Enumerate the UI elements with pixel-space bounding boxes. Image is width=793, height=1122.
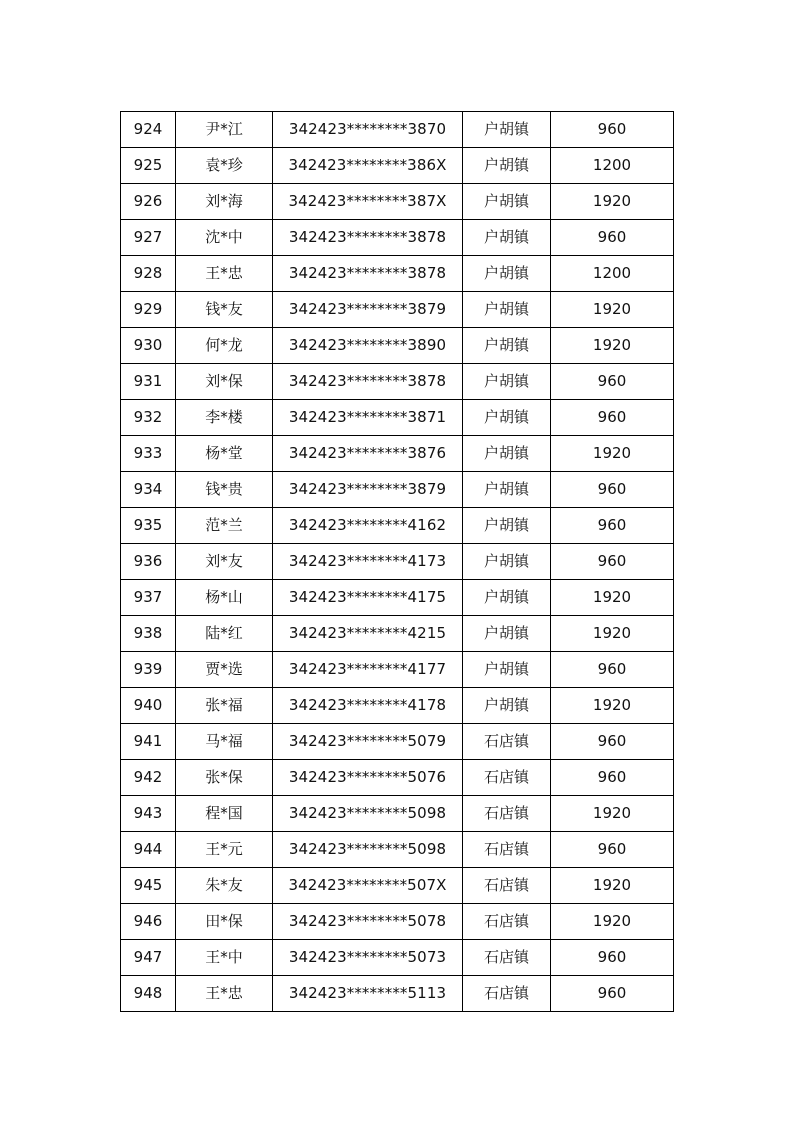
cell-serial-number: 926 xyxy=(121,184,176,220)
cell-town: 石店镇 xyxy=(463,904,551,940)
cell-serial-number: 941 xyxy=(121,724,176,760)
cell-person-name: 田*保 xyxy=(176,904,273,940)
cell-person-name: 钱*贵 xyxy=(176,472,273,508)
table-row xyxy=(121,220,674,256)
cell-id-number: 342423********3879 xyxy=(273,472,463,508)
table-row xyxy=(121,364,674,400)
cell-amount: 960 xyxy=(551,400,674,436)
cell-amount: 960 xyxy=(551,652,674,688)
table-row xyxy=(121,292,674,328)
cell-town: 户胡镇 xyxy=(463,508,551,544)
cell-id-number: 342423********3878 xyxy=(273,256,463,292)
cell-amount: 1920 xyxy=(551,688,674,724)
cell-person-name: 钱*友 xyxy=(176,292,273,328)
cell-town: 石店镇 xyxy=(463,832,551,868)
cell-amount: 1200 xyxy=(551,256,674,292)
cell-amount: 1920 xyxy=(551,616,674,652)
cell-person-name: 杨*山 xyxy=(176,580,273,616)
cell-id-number: 342423********4178 xyxy=(273,688,463,724)
table-row xyxy=(121,616,674,652)
cell-amount: 1920 xyxy=(551,292,674,328)
cell-person-name: 何*龙 xyxy=(176,328,273,364)
cell-amount: 960 xyxy=(551,832,674,868)
cell-serial-number: 945 xyxy=(121,868,176,904)
cell-town: 石店镇 xyxy=(463,868,551,904)
cell-id-number: 342423********5098 xyxy=(273,832,463,868)
table-row xyxy=(121,760,674,796)
cell-id-number: 342423********3878 xyxy=(273,364,463,400)
cell-person-name: 张*保 xyxy=(176,760,273,796)
cell-id-number: 342423********3871 xyxy=(273,400,463,436)
cell-serial-number: 947 xyxy=(121,940,176,976)
cell-person-name: 马*福 xyxy=(176,724,273,760)
table-row xyxy=(121,652,674,688)
table-row xyxy=(121,940,674,976)
cell-person-name: 贾*选 xyxy=(176,652,273,688)
roster-table-body xyxy=(121,112,674,1012)
document-page xyxy=(120,111,673,1012)
cell-id-number: 342423********5076 xyxy=(273,760,463,796)
cell-serial-number: 928 xyxy=(121,256,176,292)
cell-town: 石店镇 xyxy=(463,940,551,976)
cell-id-number: 342423********3878 xyxy=(273,220,463,256)
cell-amount: 960 xyxy=(551,760,674,796)
cell-person-name: 刘*保 xyxy=(176,364,273,400)
cell-town: 户胡镇 xyxy=(463,292,551,328)
cell-id-number: 342423********5098 xyxy=(273,796,463,832)
table-row xyxy=(121,256,674,292)
cell-id-number: 342423********3879 xyxy=(273,292,463,328)
cell-town: 户胡镇 xyxy=(463,580,551,616)
cell-amount: 960 xyxy=(551,976,674,1012)
table-row xyxy=(121,796,674,832)
cell-amount: 1920 xyxy=(551,904,674,940)
cell-amount: 960 xyxy=(551,940,674,976)
cell-serial-number: 937 xyxy=(121,580,176,616)
table-row xyxy=(121,400,674,436)
cell-person-name: 王*中 xyxy=(176,940,273,976)
cell-person-name: 杨*堂 xyxy=(176,436,273,472)
cell-town: 石店镇 xyxy=(463,796,551,832)
cell-serial-number: 929 xyxy=(121,292,176,328)
cell-id-number: 342423********3876 xyxy=(273,436,463,472)
cell-town: 户胡镇 xyxy=(463,436,551,472)
cell-amount: 960 xyxy=(551,544,674,580)
cell-id-number: 342423********4162 xyxy=(273,508,463,544)
cell-town: 户胡镇 xyxy=(463,220,551,256)
cell-person-name: 刘*友 xyxy=(176,544,273,580)
table-row xyxy=(121,112,674,148)
cell-id-number: 342423********4173 xyxy=(273,544,463,580)
cell-serial-number: 931 xyxy=(121,364,176,400)
cell-id-number: 342423********4175 xyxy=(273,580,463,616)
table-row xyxy=(121,328,674,364)
cell-town: 户胡镇 xyxy=(463,148,551,184)
cell-town: 石店镇 xyxy=(463,724,551,760)
cell-serial-number: 940 xyxy=(121,688,176,724)
cell-person-name: 范*兰 xyxy=(176,508,273,544)
table-row xyxy=(121,868,674,904)
cell-amount: 960 xyxy=(551,508,674,544)
cell-amount: 1920 xyxy=(551,796,674,832)
cell-serial-number: 925 xyxy=(121,148,176,184)
cell-id-number: 342423********4177 xyxy=(273,652,463,688)
cell-amount: 1920 xyxy=(551,868,674,904)
cell-serial-number: 933 xyxy=(121,436,176,472)
table-row xyxy=(121,724,674,760)
table-row xyxy=(121,472,674,508)
cell-serial-number: 935 xyxy=(121,508,176,544)
cell-town: 户胡镇 xyxy=(463,256,551,292)
cell-serial-number: 936 xyxy=(121,544,176,580)
cell-amount: 960 xyxy=(551,112,674,148)
cell-serial-number: 927 xyxy=(121,220,176,256)
cell-serial-number: 944 xyxy=(121,832,176,868)
cell-amount: 1920 xyxy=(551,436,674,472)
table-row xyxy=(121,148,674,184)
cell-id-number: 342423********5113 xyxy=(273,976,463,1012)
cell-town: 户胡镇 xyxy=(463,544,551,580)
roster-table xyxy=(120,111,674,1012)
cell-town: 户胡镇 xyxy=(463,328,551,364)
cell-town: 户胡镇 xyxy=(463,364,551,400)
table-row xyxy=(121,832,674,868)
table-row xyxy=(121,436,674,472)
cell-serial-number: 939 xyxy=(121,652,176,688)
cell-person-name: 王*忠 xyxy=(176,976,273,1012)
cell-person-name: 张*福 xyxy=(176,688,273,724)
cell-town: 户胡镇 xyxy=(463,472,551,508)
cell-town: 石店镇 xyxy=(463,760,551,796)
table-row xyxy=(121,580,674,616)
cell-serial-number: 930 xyxy=(121,328,176,364)
cell-id-number: 342423********3870 xyxy=(273,112,463,148)
cell-amount: 1920 xyxy=(551,184,674,220)
cell-id-number: 342423********4215 xyxy=(273,616,463,652)
cell-id-number: 342423********5073 xyxy=(273,940,463,976)
cell-person-name: 刘*海 xyxy=(176,184,273,220)
cell-amount: 1920 xyxy=(551,580,674,616)
cell-person-name: 陆*红 xyxy=(176,616,273,652)
cell-person-name: 袁*珍 xyxy=(176,148,273,184)
cell-serial-number: 948 xyxy=(121,976,176,1012)
table-row xyxy=(121,544,674,580)
cell-serial-number: 938 xyxy=(121,616,176,652)
cell-serial-number: 942 xyxy=(121,760,176,796)
cell-serial-number: 943 xyxy=(121,796,176,832)
cell-id-number: 342423********5079 xyxy=(273,724,463,760)
cell-amount: 960 xyxy=(551,220,674,256)
cell-id-number: 342423********507X xyxy=(273,868,463,904)
table-row xyxy=(121,508,674,544)
cell-serial-number: 946 xyxy=(121,904,176,940)
cell-serial-number: 932 xyxy=(121,400,176,436)
cell-serial-number: 924 xyxy=(121,112,176,148)
cell-id-number: 342423********3890 xyxy=(273,328,463,364)
cell-town: 户胡镇 xyxy=(463,400,551,436)
cell-person-name: 程*国 xyxy=(176,796,273,832)
table-row xyxy=(121,976,674,1012)
cell-id-number: 342423********5078 xyxy=(273,904,463,940)
cell-town: 户胡镇 xyxy=(463,688,551,724)
cell-person-name: 朱*友 xyxy=(176,868,273,904)
cell-amount: 960 xyxy=(551,724,674,760)
cell-person-name: 李*楼 xyxy=(176,400,273,436)
table-row xyxy=(121,184,674,220)
cell-serial-number: 934 xyxy=(121,472,176,508)
table-row xyxy=(121,688,674,724)
table-row xyxy=(121,904,674,940)
cell-town: 户胡镇 xyxy=(463,652,551,688)
cell-person-name: 王*忠 xyxy=(176,256,273,292)
cell-town: 户胡镇 xyxy=(463,184,551,220)
cell-id-number: 342423********387X xyxy=(273,184,463,220)
cell-id-number: 342423********386X xyxy=(273,148,463,184)
cell-amount: 1920 xyxy=(551,328,674,364)
cell-person-name: 王*元 xyxy=(176,832,273,868)
cell-town: 户胡镇 xyxy=(463,112,551,148)
cell-amount: 960 xyxy=(551,472,674,508)
cell-town: 石店镇 xyxy=(463,976,551,1012)
cell-town: 户胡镇 xyxy=(463,616,551,652)
cell-person-name: 沈*中 xyxy=(176,220,273,256)
cell-amount: 1200 xyxy=(551,148,674,184)
cell-amount: 960 xyxy=(551,364,674,400)
cell-person-name: 尹*江 xyxy=(176,112,273,148)
